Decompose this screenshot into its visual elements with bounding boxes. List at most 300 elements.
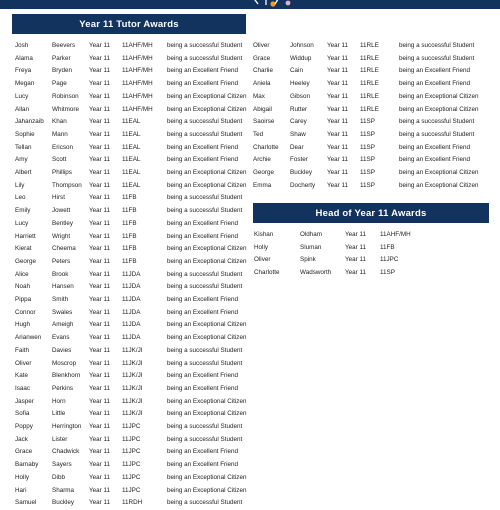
award-year: Year 11 [89,219,111,227]
award-last-name: Parker [52,54,71,62]
award-year: Year 11 [327,130,349,138]
award-award: being an Excellent Friend [399,67,471,75]
award-row [15,383,255,396]
award-first-name: Hugh [15,321,31,329]
award-first-name: Josh [15,42,29,49]
award-row [15,243,255,256]
award-last-name: Horn [52,397,66,405]
award-award: being an Excellent Friend [167,448,239,456]
award-first-name: Barnaby [15,461,39,469]
award-first-name: Oliver [15,359,32,367]
award-award: being an Exceptional Citizen [167,321,247,329]
award-year: Year 11 [89,334,111,342]
award-row [15,396,255,409]
award-first-name: Grace [15,448,33,456]
award-last-name: Lister [52,435,68,443]
award-row [254,229,494,242]
award-row [15,129,255,142]
award-year: Year 11 [89,321,111,329]
award-last-name: Perkins [52,384,73,392]
award-year: Year 11 [89,461,111,469]
award-first-name: Connor [15,308,36,316]
award-last-name: Ericson [52,143,73,151]
award-tutor-group: 11EAL [122,143,141,151]
award-last-name: Swales [52,308,73,316]
award-award: being an Exceptional Citizen [167,334,247,342]
award-first-name: Holly [254,243,268,251]
award-last-name: Mann [52,130,68,138]
award-last-name: Gibson [290,92,310,100]
award-last-name: Buckley [290,169,313,176]
award-year: Year 11 [89,384,111,392]
award-tutor-group: 11AHF/MH [122,67,153,75]
award-first-name: Alama [15,54,33,62]
award-first-name: Hari [15,486,27,494]
award-row [15,319,255,332]
award-row [15,231,255,244]
award-last-name: Oldham [300,231,323,238]
award-tutor-group: 11JPC [122,473,141,481]
award-year: Year 11 [89,207,111,215]
award-first-name: Albert [15,169,32,176]
award-first-name: Poppy [15,423,33,430]
award-tutor-group: 11SP [360,169,375,176]
award-row [254,267,494,280]
award-last-name: Cain [290,67,303,75]
award-row [15,53,255,66]
award-year: Year 11 [89,397,111,405]
award-year: Year 11 [89,296,111,303]
award-award: being an Exceptional Citizen [167,105,247,113]
award-first-name: Megan [15,80,35,88]
award-last-name: Bryden [52,67,72,75]
award-row [15,408,255,421]
award-row [15,116,255,129]
award-first-name: Alice [15,270,29,278]
award-row [15,370,255,383]
award-year: Year 11 [89,372,111,380]
award-last-name: Heeley [290,80,310,88]
award-year: Year 11 [327,92,349,100]
award-tutor-group: 11RLE [360,80,379,88]
award-first-name: Ted [253,130,264,138]
award-award: being a successful Student [399,42,475,49]
award-last-name: Blenkhorn [52,372,81,380]
award-row [15,294,255,307]
award-year: Year 11 [345,243,367,251]
award-tutor-group: 11RLE [360,92,379,100]
award-last-name: Brook [52,270,69,278]
award-award: being an Exceptional Citizen [399,169,479,176]
award-year: Year 11 [89,283,111,291]
award-award: being an Excellent Friend [399,143,471,151]
award-year: Year 11 [327,67,349,75]
award-first-name: Jahanzaib [15,118,44,126]
award-tutor-group: 11FB [122,219,137,227]
award-year: Year 11 [89,308,111,316]
award-row [15,180,255,193]
award-last-name: Davies [52,346,72,354]
award-row [15,192,255,205]
award-year: Year 11 [89,245,111,253]
award-year: Year 11 [345,256,367,264]
award-award: being a successful Student [167,499,243,507]
award-last-name: Shaw [290,130,306,138]
award-year: Year 11 [89,194,111,202]
tutor-awards-title: Year 11 Tutor Awards [79,18,179,30]
award-tutor-group: 11JPC [122,448,141,456]
award-tutor-group: 11SP [360,118,375,126]
award-last-name: Whitmore [52,105,79,113]
award-tutor-group: 11EAL [122,169,141,176]
award-last-name: Carey [290,118,307,126]
award-tutor-group: 11JPC [122,423,141,430]
award-first-name: Charlotte [253,143,279,151]
award-tutor-group: 11FB [122,257,137,265]
award-award: being a successful Student [167,359,243,367]
award-award: being an Excellent Friend [399,156,471,164]
award-tutor-group: 11JK/JI [122,372,143,380]
award-last-name: Sluman [300,243,322,251]
award-row [15,167,255,180]
award-year: Year 11 [89,410,111,418]
award-last-name: Herrington [52,423,82,430]
award-first-name: Archie [253,156,271,164]
award-first-name: Abigail [253,105,272,113]
award-last-name: Little [52,410,66,418]
award-first-name: Sophie [15,130,35,138]
award-year: Year 11 [327,181,349,189]
award-tutor-group: 11AHF/MH [122,42,153,49]
award-row [15,434,255,447]
award-year: Year 11 [89,257,111,265]
award-award: being a successful Student [167,283,243,291]
award-row [15,497,255,510]
award-first-name: Oliver [254,256,271,264]
award-first-name: Charlotte [254,269,280,277]
award-year: Year 11 [89,92,111,100]
award-last-name: Cheema [52,245,76,253]
award-row [15,40,255,53]
award-last-name: Buckley [52,499,75,507]
award-award: being a successful Student [167,194,243,202]
award-award: being a successful Student [399,130,475,138]
tutor-awards-header [12,14,246,34]
award-award: being an Exceptional Citizen [167,397,247,405]
award-row [15,91,255,104]
award-first-name: George [253,169,275,176]
award-last-name: Khan [52,118,67,126]
award-last-name: Ameigh [52,321,74,329]
award-last-name: Sayers [52,461,72,469]
award-row [15,485,255,498]
top-banner [0,0,500,9]
award-year: Year 11 [89,448,111,456]
award-tutor-group: 11JPC [380,256,399,264]
award-award: being an Exceptional Citizen [167,473,247,481]
award-tutor-group: 11RLE [360,105,379,113]
award-row [15,269,255,282]
award-first-name: George [15,257,37,265]
award-row [253,142,493,155]
award-tutor-group: 11SP [360,181,375,189]
award-year: Year 11 [89,359,111,367]
award-last-name: Jowett [52,207,71,215]
school-logo-icon [236,0,296,8]
award-year: Year 11 [327,118,349,126]
award-last-name: Wright [52,232,71,240]
award-year: Year 11 [89,80,111,88]
award-tutor-group: 11SP [380,269,395,277]
award-first-name: Lucy [15,92,29,100]
award-row [15,307,255,320]
award-award: being an Excellent Friend [399,80,471,88]
award-tutor-group: 11JK/JI [122,346,143,354]
award-tutor-group: 11SP [360,143,375,151]
award-last-name: Scott [52,156,67,164]
award-year: Year 11 [89,270,111,278]
award-last-name: Moscrop [52,359,77,367]
award-year: Year 11 [89,435,111,443]
award-award: being an Excellent Friend [167,156,239,164]
award-first-name: Charlie [253,67,273,75]
award-award: being an Excellent Friend [167,67,239,75]
award-first-name: Aniela [253,80,271,88]
award-award: being an Excellent Friend [167,308,239,316]
award-first-name: Isaac [15,384,31,392]
award-row [15,358,255,371]
award-last-name: Sharma [52,486,75,494]
award-tutor-group: 11SP [360,156,375,164]
award-tutor-group: 11JDA [122,321,141,329]
award-last-name: Spink [300,256,316,264]
award-first-name: Max [253,92,265,100]
award-first-name: Saoirse [253,118,275,126]
award-row [15,446,255,459]
award-year: Year 11 [89,54,111,62]
award-first-name: Lily [15,181,25,189]
award-last-name: Johnson [290,42,314,49]
award-tutor-group: 11FB [122,194,137,202]
award-award: being a successful Student [167,270,243,278]
award-award: being a successful Student [167,435,243,443]
award-award: being a successful Student [167,118,243,126]
award-year: Year 11 [89,486,111,494]
award-tutor-group: 11JDA [122,270,141,278]
award-last-name: Phillips [52,169,72,176]
award-last-name: Page [52,80,67,88]
award-row [253,104,493,117]
award-award: being an Exceptional Citizen [167,169,247,176]
award-first-name: Oliver [253,42,270,49]
award-row [253,116,493,129]
award-tutor-group: 11JDA [122,334,141,342]
award-year: Year 11 [89,346,111,354]
award-first-name: Allan [15,105,30,113]
award-row [15,142,255,155]
award-award: being an Exceptional Citizen [167,257,247,265]
award-last-name: Bentley [52,219,74,227]
award-year: Year 11 [345,269,367,277]
award-first-name: Holly [15,473,29,481]
award-first-name: Faith [15,346,29,354]
award-last-name: Docherty [290,181,316,189]
award-tutor-group: 11FB [122,207,137,215]
award-row [15,154,255,167]
award-row [15,421,255,434]
award-year: Year 11 [327,80,349,88]
award-award: being an Excellent Friend [167,232,239,240]
award-last-name: Smith [52,296,69,303]
award-tutor-group: 11RLE [360,42,379,49]
award-row [15,78,255,91]
award-award: being a successful Student [399,118,475,126]
award-award: being an Excellent Friend [167,372,239,380]
award-award: being an Excellent Friend [167,461,239,469]
award-tutor-group: 11JK/JI [122,410,143,418]
head-of-year-awards-title: Head of Year 11 Awards [315,207,427,219]
award-first-name: Lucy [15,219,29,227]
award-first-name: Emma [253,181,272,189]
award-row [253,180,493,193]
award-last-name: Rutter [290,105,308,113]
award-last-name: Thompson [52,181,82,189]
award-row [253,91,493,104]
award-tutor-group: 11JPC [122,486,141,494]
award-year: Year 11 [89,232,111,240]
award-tutor-group: 11JK/JI [122,359,143,367]
award-tutor-group: 11JDA [122,308,141,316]
award-last-name: Foster [290,156,308,164]
award-year: Year 11 [89,181,111,189]
award-tutor-group: 11EAL [122,118,141,126]
award-year: Year 11 [327,54,349,62]
award-year: Year 11 [89,130,111,138]
award-tutor-group: 11AHF/MH [122,105,153,113]
award-tutor-group: 11AHF/MH [122,80,153,88]
award-row [253,129,493,142]
award-row [253,78,493,91]
award-first-name: Samuel [15,499,37,507]
award-tutor-group: 11EAL [122,130,141,138]
award-award: being an Exceptional Citizen [399,92,479,100]
award-award: being an Exceptional Citizen [399,105,479,113]
award-last-name: Dear [290,143,304,151]
award-year: Year 11 [89,67,111,75]
award-award: being an Excellent Friend [167,219,239,227]
award-first-name: Kierat [15,245,32,253]
award-first-name: Emily [15,207,31,215]
award-year: Year 11 [89,156,111,164]
award-first-name: Amy [15,156,28,164]
award-row [15,459,255,472]
award-row [15,104,255,117]
award-award: being a successful Student [167,346,243,354]
award-first-name: Sofia [15,410,30,418]
award-row [253,65,493,78]
award-year: Year 11 [89,118,111,126]
award-tutor-group: 11JK/JI [122,384,143,392]
award-year: Year 11 [89,105,111,113]
award-last-name: Chadwick [52,448,80,456]
award-tutor-group: 11RDH [122,499,143,507]
award-tutor-group: 11JPC [122,461,141,469]
award-year: Year 11 [89,169,111,176]
award-row [15,345,255,358]
award-row [15,332,255,345]
award-last-name: Dibb [52,473,65,481]
award-award: being a successful Student [167,207,243,215]
award-row [15,256,255,269]
award-tutor-group: 11EAL [122,181,141,189]
award-tutor-group: 11AHF/MH [380,231,411,238]
award-award: being an Exceptional Citizen [167,92,247,100]
award-row [253,53,493,66]
award-award: being an Excellent Friend [167,384,239,392]
award-award: being an Excellent Friend [167,80,239,88]
award-year: Year 11 [327,156,349,164]
award-award: being an Exceptional Citizen [399,181,479,189]
award-year: Year 11 [89,143,111,151]
award-award: being an Exceptional Citizen [167,181,247,189]
award-award: being a successful Student [167,54,243,62]
head-of-year-awards-header [253,203,489,223]
award-award: being an Exceptional Citizen [167,410,247,418]
award-first-name: Leo [15,194,26,202]
award-tutor-group: 11JDA [122,296,141,303]
award-first-name: Harriett [15,232,36,240]
award-row [253,40,493,53]
award-first-name: Freya [15,67,32,75]
award-tutor-group: 11AHF/MH [122,54,153,62]
award-first-name: Kishan [254,231,274,238]
award-first-name: Jasper [15,397,34,405]
award-tutor-group: 11FB [380,243,395,251]
award-tutor-group: 11JDA [122,283,141,291]
award-last-name: Evans [52,334,70,342]
award-award: being an Excellent Friend [167,296,239,303]
award-award: being an Excellent Friend [167,143,239,151]
award-year: Year 11 [89,499,111,507]
award-award: being an Exceptional Citizen [167,245,247,253]
award-year: Year 11 [89,423,111,430]
award-row [15,281,255,294]
award-tutor-group: 11EAL [122,156,141,164]
award-last-name: Robinson [52,92,79,100]
award-last-name: Peters [52,257,71,265]
award-tutor-group: 11RLE [360,67,379,75]
award-row [15,218,255,231]
award-year: Year 11 [345,231,367,238]
award-last-name: Wadsworth [300,269,332,277]
award-award: being a successful Student [167,130,243,138]
award-first-name: Tellan [15,143,32,151]
award-first-name: Arianwen [15,334,42,342]
award-row [253,154,493,167]
award-year: Year 11 [327,42,349,49]
award-year: Year 11 [327,105,349,113]
award-last-name: Widdup [290,54,312,62]
award-last-name: Hansen [52,283,74,291]
award-row [15,472,255,485]
award-tutor-group: 11SP [360,130,375,138]
award-tutor-group: 11FB [122,232,137,240]
award-year: Year 11 [89,42,111,49]
award-row [253,167,493,180]
award-first-name: Jack [15,435,28,443]
award-year: Year 11 [89,473,111,481]
award-first-name: Pippa [15,296,32,303]
